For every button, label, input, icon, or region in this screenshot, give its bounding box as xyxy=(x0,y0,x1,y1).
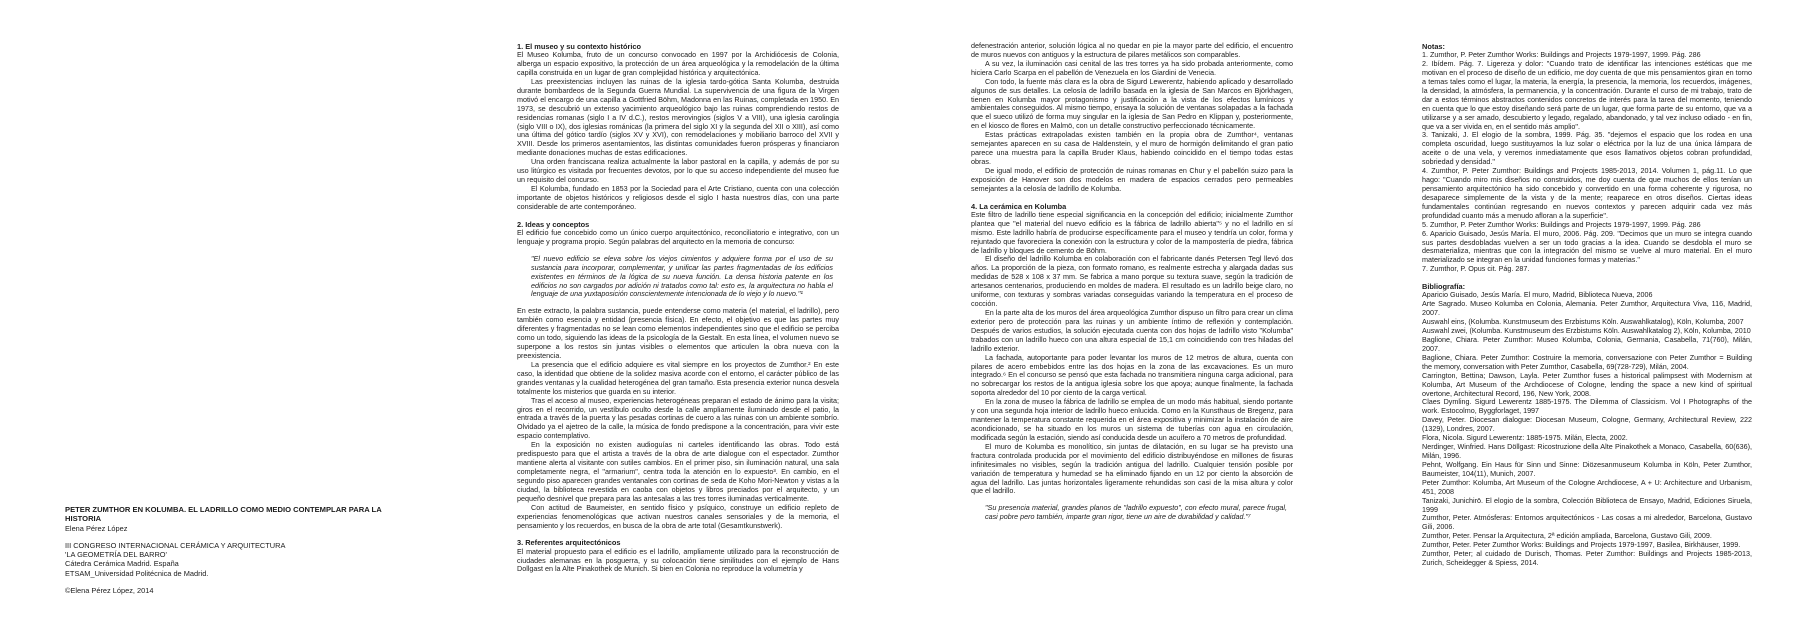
bibliography-entry: Auswahl zwei, (Kolumba. Kunstmuseum des Erzbistums Köln. Auswahlkatalog 2), Köln, Kolumba, 2010 xyxy=(1422,326,1751,336)
paragraph: El edificio fue concebido como un único cuerpo arquitectónico, reconciliatorio e integrativo, con un lenguaje y programa propio. Según palabras del arquitecto en la memoria de concurso: xyxy=(517,227,839,246)
footnote: 5. Zumthor, P. Peter Zumthor Works: Buildings and Projects 1979-1997, 1999. Pág. 286 xyxy=(1422,219,1701,229)
bibliography-entry: Baglione, Chiara. Peter Zumthor: Museo Kolumba, Colonia, Germania, Casabella, 71(760), Milán, 2007. xyxy=(1422,335,1752,353)
bibliography-entry: Zumthor, Peter; al cuidado de Durisch, Thomas. Peter Zumthor: Buildings and Projects 1985-2013, Zurich, Scheidegger & Spiess, 2014. xyxy=(1422,549,1752,568)
paragraph: El material propuesto para el edificio es el ladrillo, ampliamente utilizado para la reconstrucción de ciudades alemanas en la posguerra, y su colocación tiene similitudes con el ejemplo de Hans Dollgast en la Alte Pinakothek de Munich. Si bien en Colonia no reproduce la volumetría y xyxy=(517,546,839,574)
footnote: 6. Aparicio Guisado, Jesús María. El muro, 2006. Pág. 209. "Decimos que un muro se integra cuando sus partes desdobladas vuelven a ser un todo gracias a la idea. Cuando se desdobla el muro se desmaterializa, mientras que con la integración del mismo se vuelve al muro material. En el muro materializado se integran en la unidad funciones formas y materias." xyxy=(1422,228,1752,265)
notes-heading: Notas: xyxy=(1422,42,1445,51)
paragraph: Tras el acceso al museo, experiencias heterogéneas preparan el estado de ánimo para la visita; giros en el recorrido, un vestíbulo oculto desde la calle ampliamente iluminado desde el patio, la entrada a través de la puerta y las pesadas cortinas de cuero a las ruinas con un ambiente sombrío. Olvidado ya el ajetreo de la calle, la música de fondo predispone a la concentración, para vivir este espacio contemplativo. xyxy=(517,395,839,441)
paragraph: Este filtro de ladrillo tiene especial significancia en la concepción del edificio; inicialmente Zumthor plantea que "el material del nuevo edificio es la fábrica de ladrillo abierta"⁵ y no el ladrillo en sí mismo. Este ladrillo habría de producirse específicamente para el museo y tendría un color, forma y rejuntado que favoreciera la conexión con la estructura y color de la mampostería de piedra, fábrica de ladrillo y bloques de cemento de Böhm. xyxy=(971,209,1293,255)
section-heading-2: 2. Ideas y conceptos xyxy=(517,219,590,229)
paragraph: Con todo, la fuente más clara es la obra de Sigurd Lewerentz, habiendo aplicado y desarrollado algunos de sus detalles. La celosía de ladrillo basada en la iglesia de San Marcos en Björkhagen, tienen en Kolumba mayor protagonismo y justificación a la vista de los efectos lumínicos y ambientales conseguidos. Al mismo tiempo, ensaya la solución de ventanas solapadas a la fachada que el sueco utilizó de forma muy singular en la iglesia de San Pedro en Klippan y, posteriormente, en el kiosco de flores en Malmö, con un detalle constructivo perfeccionado técnicamente. xyxy=(971,76,1293,131)
paper-meta xyxy=(65,505,395,595)
text-column-1 xyxy=(517,42,839,574)
paragraph: En este extracto, la palabra sustancia, puede entenderse como materia (el material, el ladrillo), pero también como esencia y entidad (presencia física). En efecto, el objetivo es que las partes muy diferentes y fragmentadas no se lean como elementos independientes sino que el edificio se perciba como un todo, siguiendo las ideas de la psicología de la Gestalt. En esta línea, el volumen nuevo se superpone a los restos sin juntas visibles o elementos que articulen la obra nueva con la preexistencia. xyxy=(517,306,839,360)
footnote: 1. Zumthor, P. Peter Zumthor Works: Buildings and Projects 1979-1997, 1999. Pág. 286 xyxy=(1422,50,1701,60)
paragraph: De igual modo, el edificio de protección de ruinas romanas en Chur y el pabellón suizo para la exposición de Hanover son dos modelos en madera de espacios cerrados pero permeables semejantes a la celosía de ladrillo de Kolumba. xyxy=(971,165,1293,193)
bibliography-entry: Auswahl eins, (Kolumba. Kunstmuseum des Erzbistums Köln. Auswahlkatalog), Köln, Kolumba, 2007 xyxy=(1422,317,1744,327)
paragraph: En la exposición no existen audioguías ni carteles identificando las obras. Todo está predispuesto para que el artista a través de la obra de arte dialogue con el espectador. Zumthor mantiene alerta al visitante con sutiles cambios. En el primer piso, sin iluminación natural, una sala completamente negra, el "armarium", centra toda la atención en lo expuesto³. En cambio, en el segundo piso aparecen grandes ventanales con cortinas de seda de Koho Mori-Newton y vistas a la ciudad, la biblioteca revestida en caoba con objetos y libros preciados por el arquitecto, y un pequeño desnivel que prepara para las antesalas a las tres torres iluminadas verticalmente. xyxy=(517,440,839,503)
section-heading-1: 1. El museo y su contexto histórico xyxy=(517,42,642,51)
congress-line-2: 'LA GEOMETRÍA DEL BARRO' xyxy=(65,550,167,559)
notes-column xyxy=(1422,42,1752,568)
text-column-2 xyxy=(971,42,1293,522)
bibliography-entry: Pehnt, Wolfgang. Ein Haus für Sinn und Sinne: Diözesanmuseum Kolumba in Köln, Peter Zumthor, Baumeister, 104(11), Munich, 2007. xyxy=(1422,459,1752,478)
paragraph: Una orden franciscana realiza actualmente la labor pastoral en la capilla, y además de por su uso litúrgico es visitada por frecuentes devotos, por lo que su acceso independiente del museo fue un requisito del concurso. xyxy=(517,157,839,185)
paragraph: Con actitud de Baumeister, en sentido físico y psíquico, construye un edificio repleto de experiencias fenomenológicas que activan nuestros canales sensoriales y de la memoria, el pensamiento y los recuerdos, en busca de la obra de arte total (Gesamtkunstwerk). xyxy=(517,502,839,530)
bibliography-entry: Flora, Nicola. Sigurd Lewerentz: 1885-1975. Milán, Electa, 2002. xyxy=(1422,433,1628,443)
paragraph: En la zona de museo la fábrica de ladrillo se emplea de un modo más habitual, siendo portante y con una segunda hoja interior de ladrillo hueco enlucida. Como en la Kunsthaus de Bregenz, para mantener la temperatura constante requerida en el área expositiva y minimizar la instalación de aire acondicionado, se ha situado en los muros un sistema de tuberías con agua en circulación, modificada según la estación, siendo así conducida desde un acuífero a 70 metros de profundidad. xyxy=(971,397,1293,442)
paragraph: El Kolumba, fundado en 1853 por la Sociedad para el Arte Cristiano, cuenta con una colección importante de objetos históricos y religiosos desde el siglo I hasta nuestros días, con una parte considerable de arte contemporáneo. xyxy=(517,184,839,211)
bibliography-entry: Zumthor, Peter. Pensar la Arquitectura, 2ª edición ampliada, Barcelona, Gustavo Gili, 2009. xyxy=(1422,531,1712,541)
paragraph: En la parte alta de los muros del área arqueológica Zumthor dispuso un filtro para crear un clima exterior pero de protección para las ruinas y un ambiente íntimo de reflexión y contemplación. Después de varios estudios, la solución ejecutada cuenta con dos hojas de ladrillo visto "Kolumba" trabados con un ladrillo hueco con una altura especial de 15,1 cm coincidiendo con tres hiladas del ladrillo exterior. xyxy=(971,307,1293,353)
congress-line-1: III CONGRESO INTERNACIONAL CERÁMICA Y ARQUITECTURA xyxy=(65,540,286,550)
paragraph: El diseño del ladrillo Kolumba en colaboración con el fabricante danés Petersen Tegl llevó dos años. La proporción de la pieza, con formato romano, es realmente estrecha y alargada dadas sus medidas de 528 x 108 x 37 mm. Se fabrica a mano porque su textura suave, según la tradición de artesanos centenarios, produciendo en moldes de madera. El resultado es un ladrillo beige claro, no uniforme, con texturas y sombras variadas conseguidas variando la temperatura en el proceso de cocción. xyxy=(971,254,1293,309)
footnote: 4. Zumthor, P. Peter Zumthor: Buildings and Projects 1985-2013, 2014. Volumen 1, pág.11. Lo que hago: "Cuando miro mis diseños no construidos, me doy cuenta de que muchos de ellos tenían un pensamiento arquitectónico ha sido concebido y convertido en una forma coherente y rigurosa, no desaparece simplemente de la vista y de la mente; reaparece en otros diseños. Ciertas ideas fundamentales continúan regresando en nuevos contextos y parecen adquirir cada vez más profundidad cuanto más a menudo afloran a la superficie". xyxy=(1422,166,1752,220)
congress-line-3: Cátedra Cerámica Madrid. España xyxy=(65,559,179,569)
footnote: 2. Ibídem. Pág. 7. Ligereza y dolor: "Cuando trato de identificar las intenciones estéticas que me motivan en el proceso de diseño de un edificio, me doy cuenta de que mis pensamientos giran en torno a temas tales como el lugar, la materia, la energía, la presencia, la memoria, los recuerdos, imágenes, la densidad, la atmósfera, la permanencia, y la concentración. Durante el curso de mi trabajo, trato de dar a estos términos abstractos contenidos concretos de interés para la tarea del momento, teniendo en cuenta que lo que estoy diseñando será parte de un lugar, que forma parte de su entorno, que va a utilizarse y a ser amado, descubierto y legado, regalado, abandonado, y tal vez incluso odiado - en fin, que va a ser vivida en, en el sentido más amplio". xyxy=(1422,59,1752,131)
bibliography-entry: Baglione, Chiara. Peter Zumthor: Costruire la memoria, conversazione con Peter Zumthor = Building the memory, conversation with Peter Zumthor, Casabella, 69(728-729), Milán, 2004. xyxy=(1422,352,1752,371)
section-heading-3: 3. Referentes arquitectónicos xyxy=(517,538,621,548)
paper-title: PETER ZUMTHOR EN KOLUMBA. EL LADRILLO COMO MEDIO CONTEMPLAR PARA LA HISTORIA xyxy=(65,505,382,524)
paper-author: Elena Pérez López xyxy=(65,523,128,533)
bibliography-entry: Davey, Peter. Diocesan dialogue: Diocesan Museum, Cologne, Germany, Architectural Review, 222 (1329), Londres, 2007. xyxy=(1422,415,1752,434)
paragraph: Las preexistencias incluyen las ruinas de la iglesia tardo-gótica Santa Kolumba, destruida durante bombardeos de la Segunda Guerra Mundial. La supervivencia de una figura de la Virgen motivó el encargo de una capilla a Gottfried Böhm, Madonna en las Ruinas, completada en 1950. En 1973, se descubrió un extenso yacimiento arqueológico bajo las ruinas comprendiendo restos de residencias romanas (siglo I a IV d.C.), restos merovingios (siglos V a VIII), una iglesia carolingia (siglo VIII o IX), dos iglesias románicas (la primera del siglo XI y la segunda del XII o XIII), así como una última del gótico tardío (siglos XV y XVI), con remodelaciones y mobiliario barroco del XVII y XVIII. Desde los primeros asentamientos, las distintas comunidades fueron prósperas y financiaron mediante donaciones muchas de estas edificaciones. xyxy=(517,76,839,158)
paragraph: El muro de Kolumba es monolítico, sin juntas de dilatación, en su lugar se ha previsto una fractura controlada producida por el movimiento del edificio distribuyéndose en millones de fisuras infinitesimales no visibles, según la tradición antigua del ladrillo. Cualquier tensión posible por variación de temperatura y humedad se ha eliminado fijando en un 12 por ciento la absorción de agua del ladrillo. Las juntas horizontales ligeramente rehundidas son casi de la misa altura y color que el ladrillo. xyxy=(971,441,1293,496)
bibliography-entry: Tanizaki, Junichirō. El elogio de la sombra, Colección Biblioteca de Ensayo, Madrid, Ediciones Siruela, 1999 xyxy=(1422,495,1752,514)
copyright: ©Elena Pérez López, 2014 xyxy=(65,585,154,595)
congress-line-4: ETSAM_Universidad Politécnica de Madrid. xyxy=(65,568,209,578)
paragraph: defenestración anterior, solución lógica al no quedar en pie la mayor parte del edificio, el encuentro de muros nuevos con antiguos y la estructura de pilares metálicos son comparables. xyxy=(971,41,1293,59)
footnote: 3. Tanizaki, J. El elogio de la sombra, 1999. Pág. 35. "dejemos el espacio que los rodea en una completa oscuridad, luego sustituyamos la luz solar o eléctrica por la luz de una única lámpara de aceite o de una vela, y veremos inmediatamente que esos llamativos objetos cobran profundidad, sobriedad y densidad." xyxy=(1422,130,1752,167)
bibliography-entry: Zumthor, Peter. Peter Zumthor Works: Buildings and Projects 1979-1997, Basilea, Birkhäuser, 1999. xyxy=(1422,540,1741,550)
paragraph: Estas prácticas extrapoladas existen también en la propia obra de Zumthor⁴, ventanas semejantes aparecen en su casa de Haldenstein, y el muro de hormigón delimitando el gran patio parece una muestra para la capilla Bruder Klaus, habiendo coincidido en el tiempo todas estas obras. xyxy=(971,130,1293,166)
paragraph: La fachada, autoportante para poder levantar los muros de 12 metros de altura, cuenta con pilares de acero embebidos entre las dos hojas en la zona de las excavaciones. Es un muro integrado.⁶ En el concurso se pensó que esta fachada no transmitiera ninguna carga adicional, para no sobrecargar los restos de la antigua iglesia sobre los que apoya; aunque finalmente, la fachada soporta alrededor del 10 por ciento de la carga vertical. xyxy=(971,352,1293,398)
block-quote: "Su presencia material, grandes planos de "ladrillo expuesto", con efecto mural, parece frugal, casi pobre pero también, imparte gran rigor, tiene un aire de durabilidad y calidad."⁷ xyxy=(985,503,1287,522)
paragraph: La presencia que el edificio adquiere es vital siempre en los proyectos de Zumthor.² En este caso, la identidad que obtiene de la solidez masiva acorde con el entorno, el carácter público de las grandes ventanas y la cualidad heterogénea del gran tamaño. Esta presencia exterior nunca desvela totalmente los misterios que guarda en su interior. xyxy=(517,359,839,396)
section-heading-4: 4. La cerámica en Kolumba xyxy=(971,201,1067,211)
bibliography-entry: Aparicio Guisado, Jesús María. El muro, Madrid, Biblioteca Nueva, 2006 xyxy=(1422,290,1653,300)
footnote: 7. Zumthor, P. Opus cit. Pág. 287. xyxy=(1422,264,1530,274)
paragraph: A su vez, la iluminación casi cenital de las tres torres ya ha sido probada anteriormente, como hiciera Carlo Scarpa en el pabellón de Venezuela en los Giardini de Venecia. xyxy=(971,58,1293,77)
bibliography-entry: Arte Sagrado. Museo Kolumba en Colonia, Alemania. Peter Zumthor, Arquitectura Viva, 116, Madrid, 2007. xyxy=(1422,299,1752,318)
bibliography-entry: Carrington, Bettina; Dawson, Layla. Peter Zumthor fuses a historical palimpsest with Modernism at Kolumba, Art Museum of the Archdiocese of Cologne, lending the space a new kind of spiritual overtone, Architectural Record, 196, New York, 2008. xyxy=(1422,370,1752,398)
paragraph: El Museo Kolumba, fruto de un concurso convocado en 1997 por la Archidiócesis de Colonia, alberga un espacio expositivo, la protección de un área arqueológica y la remodelación de la última capilla construida en un lugar de gran complejidad histórica y arquitectónica. xyxy=(517,50,839,78)
block-quote: "El nuevo edificio se eleva sobre los viejos cimientos y adquiere forma por el uso de su sustancia para incorporar, complementar, y unificar las partes fragmentadas de los edificios existentes en términos de la lógica de su nueva función. La densa historia patente en los edificios no son cargados por adición ni tratados como tal: esto es, la arquitectura no habla el lenguaje de una yuxtaposición conscientemente intencionada de lo viejo y lo nuevo."¹ xyxy=(531,253,833,299)
bibliography-entry: Claes Dymling. Sigurd Lewerentz 1885-1975. The Dilemma of Classicism. Vol I Photographs of the work. Estocolmo, Byggforlaget, 1997 xyxy=(1422,397,1752,416)
bibliography-entry: Zumthor, Peter. Atmósferas: Entornos arquitectónicos - Las cosas a mi alrededor, Barcelona, Gustavo Gili, 2006. xyxy=(1422,513,1752,532)
bibliography-entry: Peter Zumthor: Kolumba, Art Museum of the Cologne Archdiocese, A + U: Architecture and Urbanism, 451, 2008 xyxy=(1422,477,1752,496)
bibliography-entry: Nerdinger, Winfried. Hans Döllgast: Ricostruzione della Alte Pinakothek a Monaco, Casabella, 60(636), Milán, 1996. xyxy=(1422,442,1752,460)
bibliography-heading: Bibliografía: xyxy=(1422,282,1466,292)
